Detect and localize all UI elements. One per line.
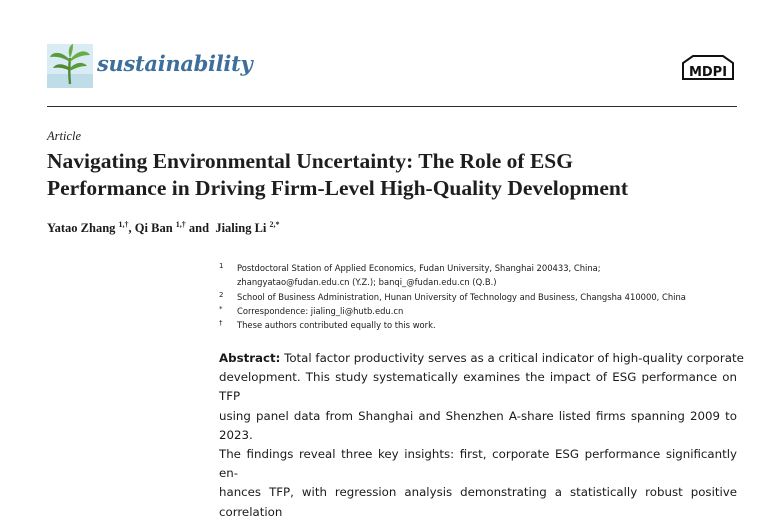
- abstract-line: The findings reveal three key insights: first, corporate ESG performance significantly en-: [219, 447, 737, 481]
- abstract-text: Total factor productivity serves as a critical indicator of high-quality corporate: [284, 351, 744, 365]
- journal-name[interactable]: sustainability: [97, 51, 253, 76]
- affiliation-mark: 1: [219, 262, 224, 270]
- abstract: [219, 349, 744, 522]
- abstract-line: using panel data from Shanghai and Shenzhen A-share listed firms spanning 2009 to 2023.: [219, 408, 737, 442]
- equal-contribution-text: These authors contributed equally to this work.: [237, 320, 436, 330]
- author-separator: and: [185, 221, 213, 235]
- author-name[interactable]: Jialing Li: [215, 221, 267, 235]
- author-list: [47, 220, 280, 236]
- affiliation-email-text[interactable]: zhangyatao@fudan.edu.cn (Y.Z.); banqi_@fudan.edu.cn (Q.B.): [237, 277, 497, 287]
- author-name[interactable]: Yatao Zhang: [47, 221, 116, 235]
- author-separator: ,: [128, 221, 135, 235]
- abstract-line: [219, 349, 744, 368]
- abstract-label: Abstract:: [219, 351, 281, 365]
- affiliation-text: Postdoctoral Station of Applied Economics, Fudan University, Shanghai 200433, China;: [237, 263, 601, 273]
- affiliation-mark: 2: [219, 291, 224, 299]
- publisher-logo[interactable]: [679, 53, 737, 83]
- title-line: Performance in Driving Firm-Level High-Quality Development: [47, 176, 628, 200]
- author-affiliation-mark: 1,†: [175, 220, 186, 229]
- title-line: Navigating Environmental Uncertainty: The Role of ESG: [47, 149, 573, 173]
- publisher-name: MDPI: [688, 65, 728, 80]
- affiliation-text: School of Business Administration, Hunan University of Technology and Business, Changsha 410000, China: [237, 292, 686, 302]
- article-title: [47, 148, 767, 202]
- author-affiliation-mark: 2,*: [269, 220, 280, 229]
- correspondence-mark: *: [219, 305, 223, 313]
- author-name[interactable]: Qi Ban: [134, 221, 173, 235]
- abstract-line: development. This study systematically examines the impact of ESG performance on TFP: [219, 370, 737, 404]
- correspondence-text[interactable]: Correspondence: jialing_li@hutb.edu.cn: [237, 306, 404, 316]
- article-type: Article: [47, 129, 82, 143]
- abstract-line: hances TFP, with regression analysis demonstrating a statistically robust positive correlation: [219, 485, 737, 519]
- equal-contribution-mark: †: [219, 319, 223, 327]
- header-divider: [47, 106, 737, 107]
- journal-logo-icon: [47, 44, 93, 88]
- author-affiliation-mark: 1,†: [118, 220, 129, 229]
